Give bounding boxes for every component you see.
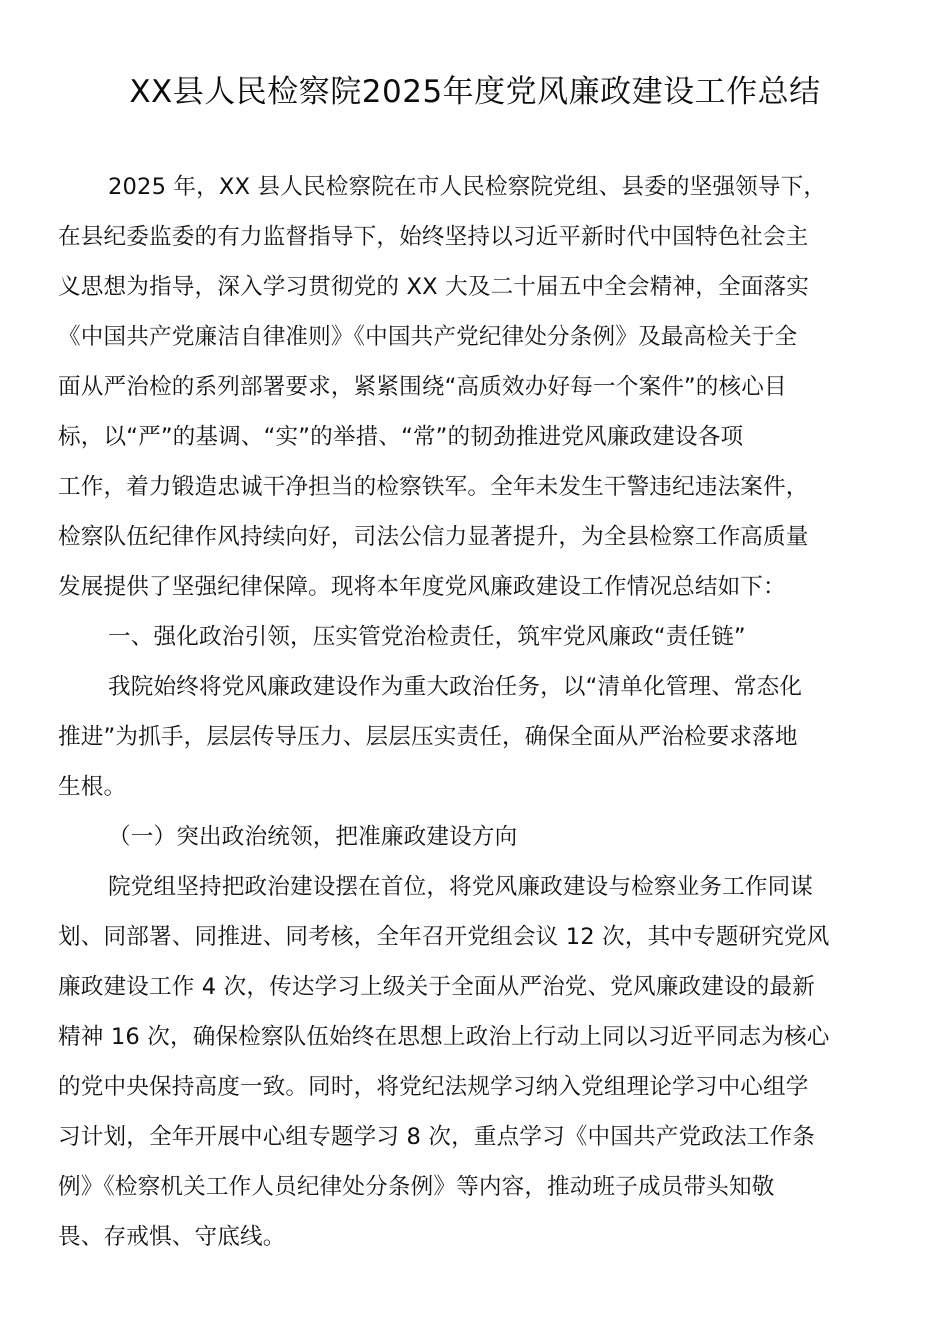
heading-line: 一、强化政治引领，压实管党治检责任，筑牢党风廉政“责任链” [108,624,746,650]
text-line: 习计划，全年开展中心组专题学习 8 次，重点学习《中国共产党政法工作条 [58,1124,815,1150]
text-line: 工作，着力锻造忠诚干净担当的检察铁军。全年未发生干警违纪违法案件， [58,474,809,500]
text-line: 的党中央保持高度一致。同时，将党纪法规学习纳入党组理论学习中心组学 [58,1074,809,1100]
text-line: 例》《检察机关工作人员纪律处分条例》等内容，推动班子成员带头知敬 [58,1174,775,1200]
document-title: XX县人民检察院2025年度党风廉政建设工作总结 [129,74,821,110]
paragraph-intro [58,162,898,612]
text-line: 发展提供了坚强纪律保障。现将本年度党风廉政建设工作情况总结如下： [58,574,786,600]
text-line: 畏、存戒惧、守底线。 [58,1224,286,1250]
section-heading-1 [58,612,898,662]
text-line: 标，以“严”的基调、“实”的举措、“常”的韧劲推进党风廉政建设各项 [58,424,744,450]
text-line: 义思想为指导，深入学习贯彻党的 XX 大及二十届五中全会精神，全面落实 [58,274,809,300]
text-line: 推进”为抓手，层层传导压力、层层压实责任，确保全面从严治检要求落地 [58,724,798,750]
text-line: 检察队伍纪律作风持续向好，司法公信力显著提升，为全县检察工作高质量 [58,524,809,550]
document-body [58,162,898,1262]
heading-line: （一）突出政治统领，把准廉政建设方向 [108,824,518,850]
text-line: 2025 年，XX 县人民检察院在市人民检察院党组、县委的坚强领导下， [108,174,827,200]
text-line: 生根。 [58,774,127,800]
text-line: 划、同部署、同推进、同考核，全年召开党组会议 12 次，其中专题研究党风 [58,924,830,950]
text-line: 我院始终将党风廉政建设作为重大政治任务，以“清单化管理、常态化 [108,674,803,700]
text-line: 精神 16 次，确保检察队伍始终在思想上政治上行动上同以习近平同志为核心 [58,1024,830,1050]
subsection-heading-1 [58,812,898,862]
paragraph-subsection-1 [58,862,898,1262]
paragraph-section-1-intro [58,662,898,812]
text-line: 廉政建设工作 4 次，传达学习上级关于全面从严治党、党风廉政建设的最新 [58,974,815,1000]
text-line: 《中国共产党廉洁自律准则》《中国共产党纪律处分条例》及最高检关于全 [58,324,798,350]
text-line: 在县纪委监委的有力监督指导下，始终坚持以习近平新时代中国特色社会主 [58,224,809,250]
text-line: 面从严治检的系列部署要求，紧紧围绕“高质效办好每一个案件”的核心目 [58,374,787,400]
text-line: 院党组坚持把政治建设摆在首位，将党风廉政建设与检察业务工作同谋 [108,874,814,900]
